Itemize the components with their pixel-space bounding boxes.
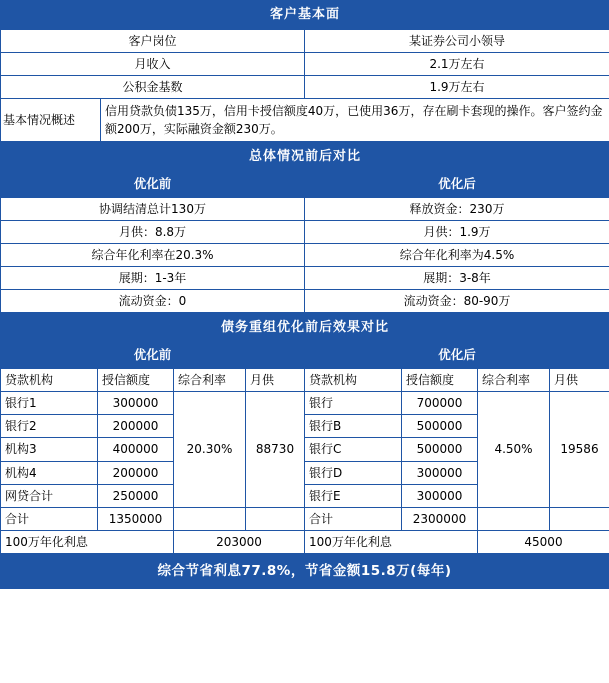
overall-before-value: 协调结清总计130万 <box>1 197 305 220</box>
before-amount: 200000 <box>98 461 174 484</box>
before-annual-interest-value: 203000 <box>174 531 305 554</box>
column-header-rate-before: 综合利率 <box>174 368 246 391</box>
table-row <box>1 243 609 266</box>
customer-basics-table <box>0 0 609 142</box>
before-total-label: 合计 <box>1 508 98 531</box>
basic-overview-text: 信用贷款负债135万，信用卡授信额度40万，已使用36万，存在刷卡套现的操作。客户签约金额200万，实际融资金额230万。 <box>101 99 609 142</box>
detail-column-header-row <box>1 368 609 391</box>
overall-title-row <box>1 143 609 172</box>
column-header-institution-after: 贷款机构 <box>305 368 402 391</box>
after-amount: 300000 <box>402 484 478 507</box>
overall-header-row <box>1 171 609 197</box>
overall-after-value: 综合年化利率为4.5% <box>305 243 609 266</box>
monthly-income-value: 2.1万左右 <box>305 52 609 75</box>
detail-header-row <box>1 343 609 369</box>
after-institution: 银行C <box>305 438 402 461</box>
after-amount: 500000 <box>402 438 478 461</box>
table-row <box>1 267 609 290</box>
monthly-income-label: 月收入 <box>1 52 305 75</box>
table-row <box>1 197 609 220</box>
overall-before-value: 展期：1-3年 <box>1 267 305 290</box>
table-row-total <box>1 508 609 531</box>
after-annual-interest-label: 100万年化利息 <box>305 531 478 554</box>
column-header-credit-limit-after: 授信额度 <box>402 368 478 391</box>
column-header-monthly-before: 月供 <box>246 368 305 391</box>
overall-before-value: 月供：8.8万 <box>1 220 305 243</box>
footer-summary-table <box>0 554 609 588</box>
overall-before-value: 流动资金：0 <box>1 290 305 313</box>
basic-overview-label: 基本情况概述 <box>1 99 101 142</box>
detail-header-after: 优化后 <box>305 343 609 369</box>
detail-header-before: 优化前 <box>1 343 305 369</box>
customer-position-value: 某证券公司小领导 <box>305 29 609 52</box>
customer-basics-title: 客户基本面 <box>1 1 609 30</box>
table-row <box>1 75 609 98</box>
after-amount: 700000 <box>402 392 478 415</box>
footer-row <box>1 555 609 588</box>
before-institution: 银行1 <box>1 392 98 415</box>
before-institution: 网贷合计 <box>1 484 98 507</box>
overall-before-value: 综合年化利率在20.3% <box>1 243 305 266</box>
column-header-monthly-after: 月供 <box>550 368 609 391</box>
detail-comparison-title: 债务重组优化前后效果对比 <box>1 314 609 343</box>
after-annual-interest-value: 45000 <box>478 531 609 554</box>
after-total-amount: 2300000 <box>402 508 478 531</box>
after-rate: 4.50% <box>478 392 550 508</box>
table-row <box>1 52 609 75</box>
table-row <box>1 392 609 415</box>
detail-comparison-table <box>0 313 609 554</box>
before-monthly: 88730 <box>246 392 305 508</box>
annual-interest-row <box>1 531 609 554</box>
before-total-monthly-blank <box>246 508 305 531</box>
after-total-monthly-blank <box>550 508 609 531</box>
after-amount: 500000 <box>402 415 478 438</box>
before-amount: 250000 <box>98 484 174 507</box>
before-institution: 银行2 <box>1 415 98 438</box>
before-amount: 400000 <box>98 438 174 461</box>
customer-basics-title-row <box>1 1 609 30</box>
before-annual-interest-label: 100万年化利息 <box>1 531 174 554</box>
after-institution: 银行D <box>305 461 402 484</box>
before-total-rate-blank <box>174 508 246 531</box>
housing-fund-base-label: 公积金基数 <box>1 75 305 98</box>
table-row <box>1 29 609 52</box>
overall-after-value: 流动资金：80-90万 <box>305 290 609 313</box>
basic-overview-row <box>1 99 609 142</box>
before-amount: 300000 <box>98 392 174 415</box>
before-amount: 200000 <box>98 415 174 438</box>
savings-summary: 综合节省利息77.8%，节省金额15.8万(每年) <box>1 555 609 588</box>
before-rate: 20.30% <box>174 392 246 508</box>
after-institution: 银行E <box>305 484 402 507</box>
after-total-rate-blank <box>478 508 550 531</box>
overall-header-after: 优化后 <box>305 171 609 197</box>
after-institution: 银行B <box>305 415 402 438</box>
overall-header-before: 优化前 <box>1 171 305 197</box>
after-amount: 300000 <box>402 461 478 484</box>
housing-fund-base-value: 1.9万左右 <box>305 75 609 98</box>
table-row <box>1 220 609 243</box>
overall-after-value: 释放资金：230万 <box>305 197 609 220</box>
before-institution: 机构4 <box>1 461 98 484</box>
overall-comparison-title: 总体情况前后对比 <box>1 143 609 172</box>
after-institution: 银行 <box>305 392 402 415</box>
table-row <box>1 290 609 313</box>
overall-comparison-table <box>0 142 609 313</box>
after-total-label: 合计 <box>305 508 402 531</box>
customer-position-label: 客户岗位 <box>1 29 305 52</box>
column-header-institution-before: 贷款机构 <box>1 368 98 391</box>
overall-after-value: 月供：1.9万 <box>305 220 609 243</box>
column-header-credit-limit-before: 授信额度 <box>98 368 174 391</box>
detail-title-row <box>1 314 609 343</box>
overall-after-value: 展期：3-8年 <box>305 267 609 290</box>
after-monthly: 19586 <box>550 392 609 508</box>
before-institution: 机构3 <box>1 438 98 461</box>
column-header-rate-after: 综合利率 <box>478 368 550 391</box>
before-total-amount: 1350000 <box>98 508 174 531</box>
